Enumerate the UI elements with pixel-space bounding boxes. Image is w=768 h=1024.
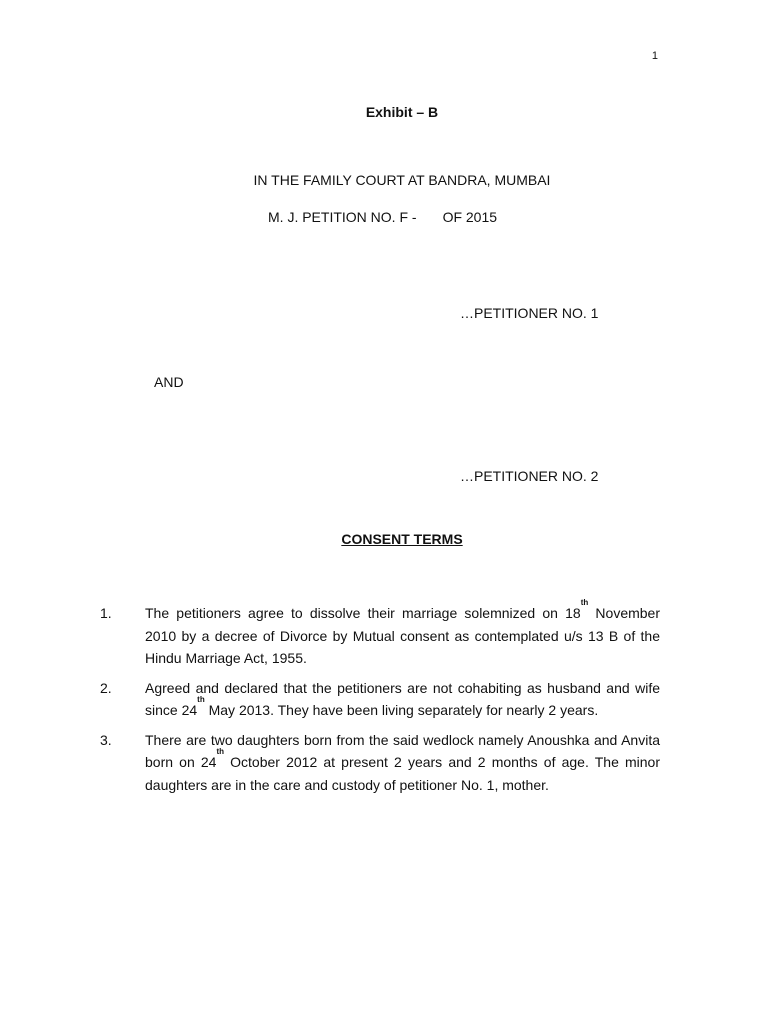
consent-terms-list [100, 598, 661, 803]
term-text-end: November 2010 by a decree of Divorce by Mutual consent as contemplated u/s 13 B of the Hindu Marriage Act, 1955. [145, 605, 661, 666]
petition-suffix: OF 2015 [442, 209, 498, 225]
term-number: 3. [100, 731, 112, 748]
petitioner-1-label: …PETITIONER NO. 1 [460, 305, 599, 321]
exhibit-title: Exhibit – B [365, 104, 439, 120]
term-text-end: May 2013. They have been living separately for nearly 2 years. [204, 702, 599, 718]
term-text-end: October 2012 at present 2 years and 2 months of age. The minor daughters are in the care and custody of petitioner No. 1, mother. [145, 754, 660, 793]
petition-prefix: M. J. PETITION NO. F - [268, 209, 417, 225]
page-number: 1 [651, 50, 658, 62]
term-item [100, 729, 660, 797]
term-text-start: There are two daughters born from the said wedlock namely Anoushka and Anvita born on 24 [145, 731, 660, 770]
term-text-start: Agreed and declared that the petitioners are not cohabiting as husband and wife since 24 [145, 679, 660, 718]
consent-terms-heading: CONSENT TERMS [341, 531, 463, 547]
and-label: AND [154, 374, 184, 390]
term-item [100, 677, 660, 722]
term-number: 1. [100, 605, 112, 621]
term-item [100, 598, 661, 670]
petition-number [268, 209, 497, 225]
petitioner-2-label: …PETITIONER NO. 2 [460, 468, 599, 484]
term-ordinal-suffix: th [197, 695, 205, 704]
court-name: IN THE FAMILY COURT AT BANDRA, MUMBAI [253, 172, 551, 188]
term-ordinal-suffix: th [216, 747, 225, 756]
term-text-start: The petitioners agree to dissolve their marriage solemnized on 18 [145, 605, 581, 621]
term-number: 2. [100, 679, 112, 696]
term-ordinal-suffix: th [580, 598, 589, 607]
